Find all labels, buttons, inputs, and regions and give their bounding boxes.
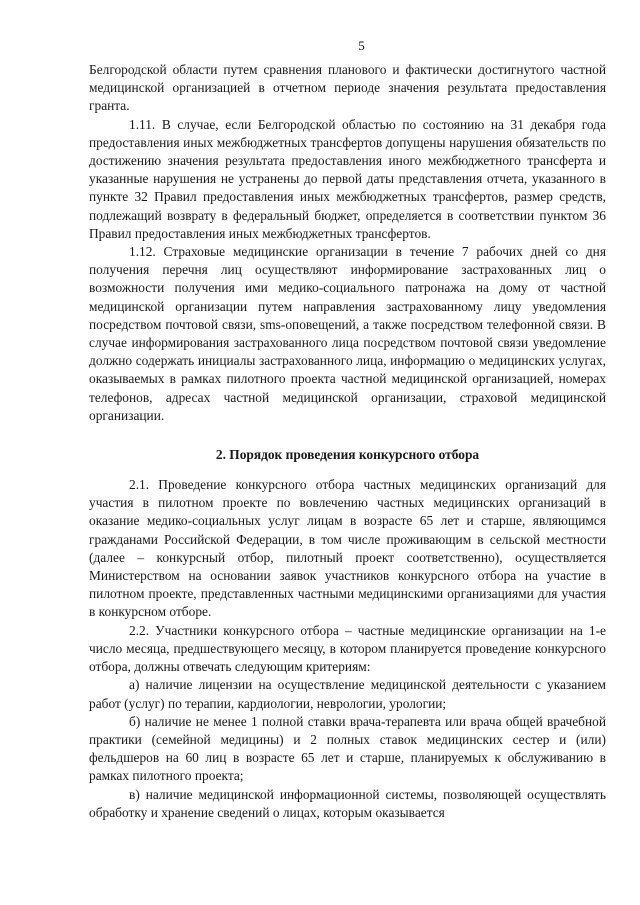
section-heading: 2. Порядок проведения конкурсного отбора	[215, 447, 480, 463]
paragraph-1-12: 1.12. Страховые медицинские организации в течение 7 рабочих дней со дня получения перечня лиц осуществляют информирование застрахованных лиц о возможности получения ими медико-социального патронажа на дому от частной медицинской организации путем направления застрахованному лицу уведомления посредством почтовой связи, sms-оповещений, а также посредством телефонной связи. В случае информирования застрахованного лица посредством почтовой связи уведомление должно содержать инициалы застрахованного лица, информацию о медицинских услугах, оказываемых в рамках пилотного проекта частной медицинской организацией, номерах телефонов, адресах частной медицинской организации, страховой медицинской организации.	[89, 244, 606, 423]
criterion-item-b: б) наличие не менее 1 полной ставки врача-терапевта или врача общей врачебной практики (семейной медицины) и 2 полных ставок медицинских сестер и (или) фельдшеров на 60 лиц в возрасте 65 лет и старше, планируемых к обслуживанию в рамках пилотного проекта;	[89, 713, 606, 784]
criterion-item-c: в) наличие медицинской информационной системы, позволяющей осуществлять обработку и хранение сведений о лицах, которым оказывается	[89, 786, 606, 820]
paragraph-2-1: 2.1. Проведение конкурсного отбора частных медицинских организаций для участия в пилотном проекте по вовлечению частных медицинских организаций в оказание медико-социальных услуг лицам в возрасте 65 лет и старше, являющимся гражданами Российской Федерации, в том числе проживающим в сельской местности (далее – конкурсный отбор, пилотный проект соответственно), осуществляется Министерством на основании заявок участников конкурсного отбора на участие в пилотном проекте, представленных частными медицинскими организациями для участия в конкурсном отборе.	[89, 477, 606, 620]
paragraph-1-11: 1.11. В случае, если Белгородской областью по состоянию на 31 декабря года предоставления иных межбюджетных трансфертов допущены нарушения обязательств по достижению значения результата предоставления иного межбюджетного трансферта и указанные нарушения не устранены до первой даты представления отчета, указанного в пункте 32 Правил предоставления иных межбюджетных трансфертов, размер средств, подлежащий возврату в федеральный бюджет, определяется в соответствии пунктом 36 Правил предоставления иных межбюджетных трансфертов.	[89, 116, 606, 241]
criterion-item-a: а) наличие лицензии на осуществление медицинской деятельности с указанием работ (услуг) по терапии, кардиологии, неврологии, урологии;	[89, 677, 606, 711]
paragraph-2-2: 2.2. Участники конкурсного отбора – частные медицинские организации на 1-е число месяца, предшествующего месяцу, в котором планируется проведение конкурсного отбора, должны отвечать следующим критериям:	[89, 622, 606, 675]
paragraph-intro-continuation: Белгородской области путем сравнения планового и фактически достигнутого частной медицинской организацией в отчетном периоде значения результата предоставления гранта.	[89, 62, 606, 114]
page-number: 5	[358, 38, 365, 53]
